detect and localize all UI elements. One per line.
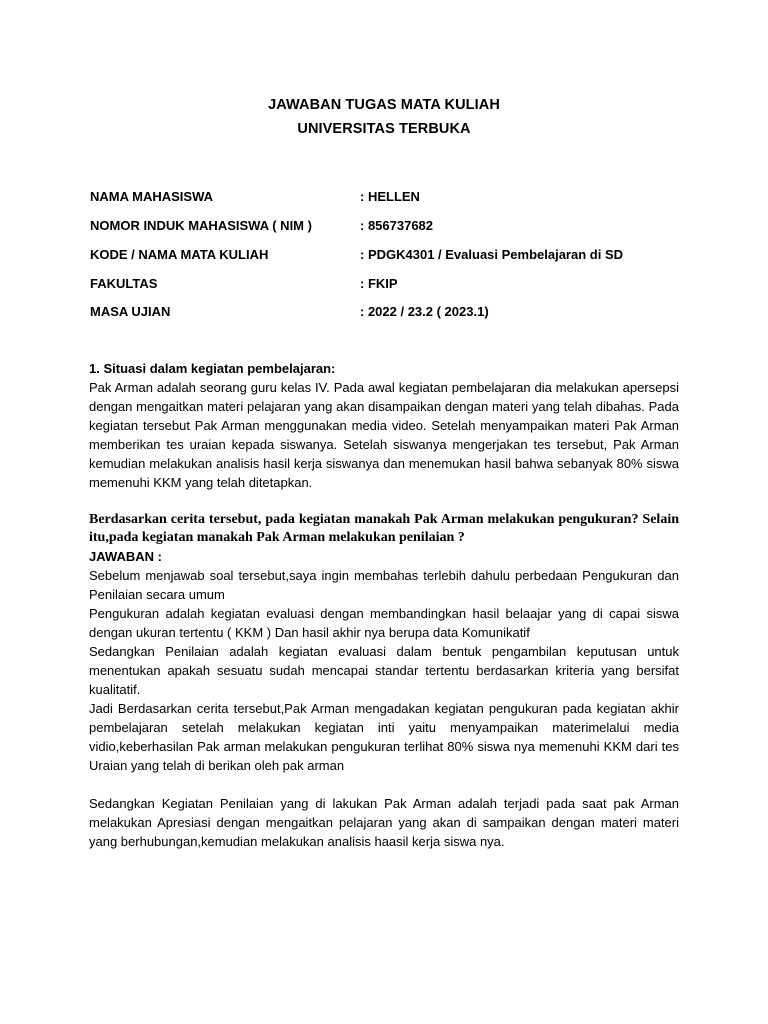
info-value: : 2022 / 23.2 ( 2023.1) bbox=[360, 304, 489, 319]
info-value: : FKIP bbox=[360, 276, 398, 291]
info-value: : PDGK4301 / Evaluasi Pembelajaran di SD bbox=[360, 247, 624, 262]
answer-paragraph: Pengukuran adalah kegiatan evaluasi dengan membandingkan hasil belaajar yang di capai siswa dengan ukuran tertentu ( KKM ) Dan hasil akhir nya berupa data Komunikatif bbox=[89, 606, 679, 640]
answer-paragraph: Sedangkan Penilaian adalah kegiatan evaluasi dalam bentuk pengambilan keputusan untuk menentukan apakah sesuatu sudah mencapai standar tertentu berdasarkan kriteria yang bersifat kualitatif. bbox=[89, 644, 679, 697]
answer-closing-paragraph: Sedangkan Kegiatan Penilaian yang di lakukan Pak Arman adalah terjadi pada saat pak Arman melakukan Apresiasi dengan mengaitkan pelajaran yang akan di sampaikan dengan materi materi yang berhubungan,kemudian melakukan analisis haasil kerja siswa nya. bbox=[89, 796, 679, 849]
document-title-line2: UNIVERSITAS TERBUKA bbox=[297, 121, 471, 137]
info-label: KODE / NAMA MATA KULIAH bbox=[90, 247, 269, 262]
info-row-nim bbox=[90, 218, 690, 236]
info-label: NAMA MAHASISWA bbox=[90, 189, 214, 204]
info-label: MASA UJIAN bbox=[90, 304, 171, 319]
question-answer bbox=[89, 511, 679, 851]
info-value: : 856737682 bbox=[360, 218, 434, 233]
question-text: Berdasarkan cerita tersebut, pada kegiatan manakah Pak Arman melakukan pengukuran? Selain itu,pada kegiatan manakah Pak Arman melakukan penilaian ? bbox=[89, 512, 679, 545]
info-label: NOMOR INDUK MAHASISWA ( NIM ) bbox=[90, 218, 312, 233]
section-1 bbox=[89, 359, 679, 492]
section-heading: 1. Situasi dalam kegiatan pembelajaran: bbox=[89, 361, 336, 376]
info-label: FAKULTAS bbox=[90, 276, 158, 291]
answer-paragraph: Sebelum menjawab soal tersebut,saya ingin membahas terlebih dahulu perbedaan Pengukuran dan Penilaian secara umum bbox=[89, 568, 679, 602]
info-row-exam-period bbox=[90, 304, 690, 322]
info-row-course bbox=[90, 247, 690, 265]
info-row-name bbox=[90, 189, 690, 207]
info-row-faculty bbox=[90, 276, 690, 294]
document-title-line1: JAWABAN TUGAS MATA KULIAH bbox=[268, 97, 500, 113]
paragraph-gap bbox=[89, 775, 679, 794]
info-value: : HELLEN bbox=[360, 189, 420, 204]
situation-paragraph: Pak Arman adalah seorang guru kelas IV. Pada awal kegiatan pembelajaran dia melakukan apersepsi dengan mengaitkan materi pelajaran yang akan disampaikan dengan materi yang telah dibahas. Pada kegiatan tersebut Pak Arman menggunakan media video. Setelah menyampaikan materi Pak Arman memberikan tes uraian kepada siswanya. Setelah siswanya mengerjakan tes tersebut, Pak Arman kemudian melakukan analisis hasil kerja siswanya dan menemukan hasil bahwa sebanyak 80% siswa memenuhi KKM yang telah ditetapkan. bbox=[89, 380, 679, 490]
answer-paragraph: Jadi Berdasarkan cerita tersebut,Pak Arman mengadakan kegiatan pengukuran pada kegiatan akhir pembelajaran setelah melakukan kegiatan inti yaitu menyampaikan materimelalui media vidio,keberhasilan Pak arman melakukan pengukuran terlihat 80% siswa nya memenuhi KKM dari tes Uraian yang telah di berikan oleh pak arman bbox=[89, 701, 679, 773]
answer-label: JAWABAN : bbox=[89, 549, 162, 564]
